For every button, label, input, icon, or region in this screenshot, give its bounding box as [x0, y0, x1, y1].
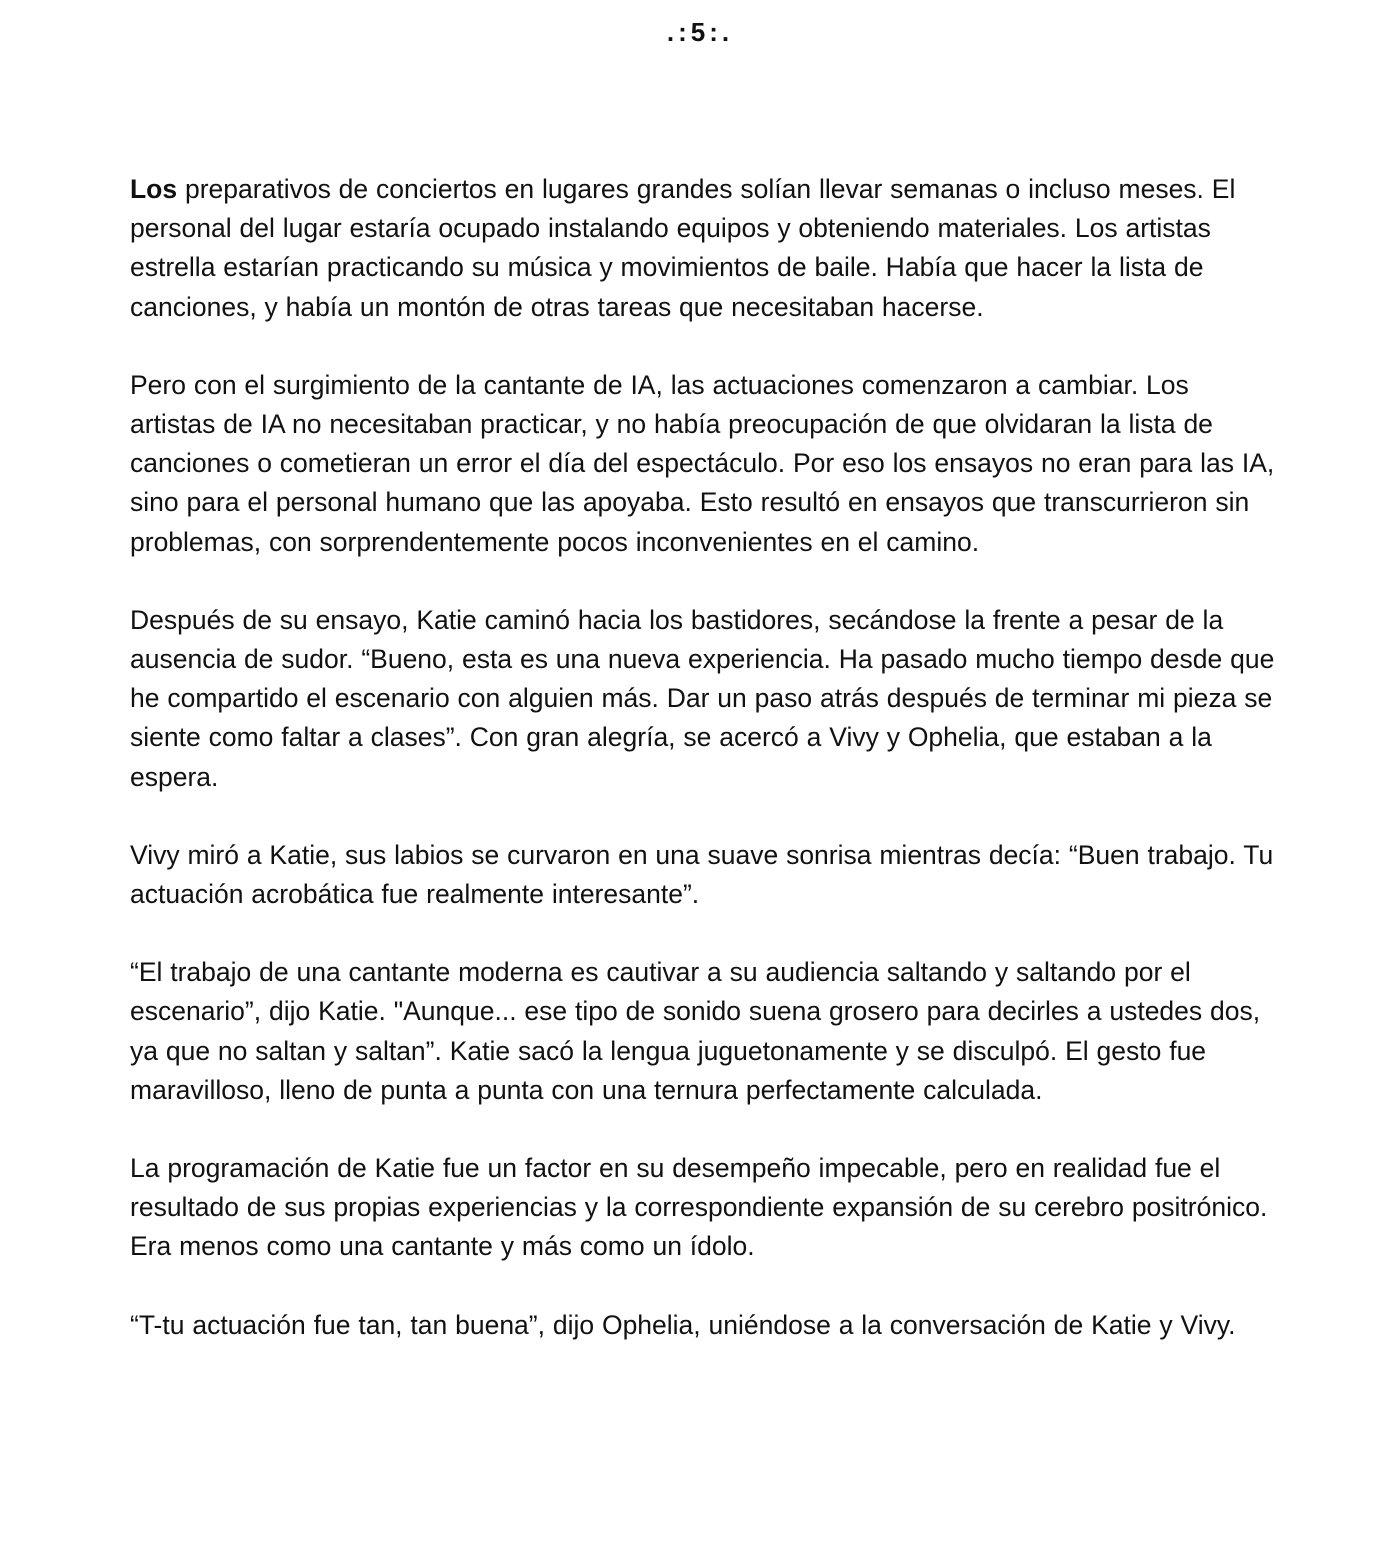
- paragraph-1: [130, 170, 1280, 327]
- lead-word: Los: [130, 174, 178, 204]
- paragraph-2: Pero con el surgimiento de la cantante de IA, las actuaciones comenzaron a cambiar. Los artistas de IA no necesitaban practicar, y no había preocupación de que olvidaran la lista de canciones o cometieran un error el día del espectáculo. Por eso los ensayos no eran para las IA, sino para el personal humano que las apoyaba. Esto resultó en ensayos que transcurrieron sin problemas, con sorprendentemente pocos inconvenientes en el camino.: [130, 369, 1275, 557]
- paragraph-4: Vivy miró a Katie, sus labios se curvaron en una suave sonrisa mientras decía: “Buen trabajo. Tu actuación acrobática fue realmente interesante”.: [130, 839, 1274, 910]
- page-number: .:5:.: [666, 17, 734, 47]
- paragraph-3: Después de su ensayo, Katie caminó hacia los bastidores, secándose la frente a pesar de la ausencia de sudor. “Bueno, esta es una nueva experiencia. Ha pasado mucho tiempo desde que he compartido el escenario con alguien más. Dar un paso atrás después de terminar mi pieza se siente como faltar a clases”. Con gran alegría, se acercó a Vivy y Ophelia, que estaban a la espera.: [130, 604, 1275, 792]
- paragraph-6: La programación de Katie fue un factor en su desempeño impecable, pero en realidad fue el resultado de sus propias experiencias y la correspondiente expansión de su cerebro positrónico. Era menos como una cantante y más como un ídolo.: [130, 1153, 1268, 1262]
- paragraph-1-text: preparativos de conciertos en lugares grandes solían llevar semanas o incluso meses. El personal del lugar estaría ocupado instalando equipos y obteniendo materiales. Los artistas estrella estarían practicando su música y movimientos de baile. Había que hacer la lista de canciones, y había un montón de otras tareas que necesitaban hacerse.: [130, 174, 1236, 322]
- paragraph-5: “El trabajo de una cantante moderna es cautivar a su audiencia saltando y saltando por el escenario”, dijo Katie. "Aunque... ese tipo de sonido suena grosero para decirles a ustedes dos, ya que no saltan y saltan”. Katie sacó la lengua juguetonamente y se disculpó. El gesto fue maravilloso, lleno de punta a punta con una ternura perfectamente calculada.: [130, 957, 1261, 1105]
- body-text: [130, 170, 1280, 1345]
- paragraph-7: “T-tu actuación fue tan, tan buena”, dijo Ophelia, uniéndose a la conversación de Katie y Vivy.: [130, 1309, 1236, 1340]
